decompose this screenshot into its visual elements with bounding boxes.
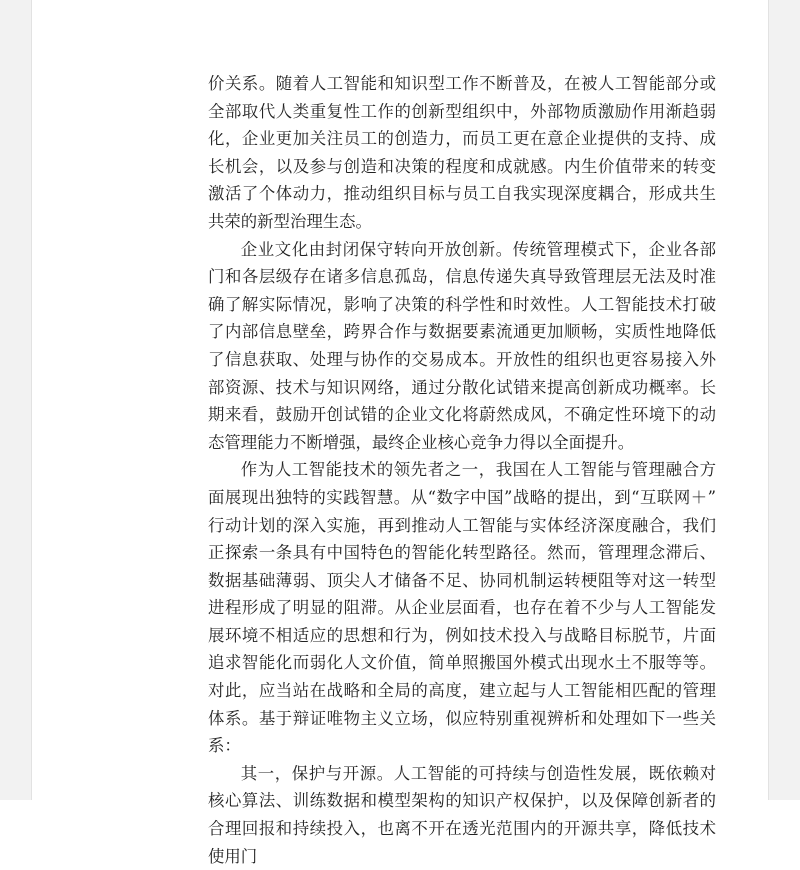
document-page: [31, 0, 769, 866]
body-text: [208, 70, 716, 870]
paragraph-china-practice: 作为人工智能技术的领先者之一，我国在人工智能与管理融合方面展现出独特的实践智慧。从“数字中国”战略的提出，到“互联网＋”行动计划的深入实施，再到推动人工智能与实体经济深度融合，我们正探索一条具有中国特色的智能化转型路径。然而，管理理念滞后、数据基础薄弱、顶尖人才储备不足、协同机制运转梗阻等对这一转型进程形成了明显的阻滞。从企业层面看，也存在着不少与人工智能发展环境不相适应的思想和行为，例如技术投入与战略目标脱节，片面追求智能化而弱化人文价值，简单照搬国外模式出现水土不服等等。对此，应当站在战略和全局的高度，建立起与人工智能相匹配的管理体系。基于辩证唯物主义立场，似应特别重视辨析和处理如下一些关系：: [208, 460, 716, 756]
paragraph-protection-open-source: 其一，保护与开源。人工智能的可持续与创造性发展，既依赖对核心算法、训练数据和模型架构的知识产权保护，以及保障创新者的合理回报和持续投入，也离不开在透光范围内的开源共享，降低技术使用门: [208, 763, 716, 866]
paragraph-corporate-culture: 企业文化由封闭保守转向开放创新。传统管理模式下，企业各部门和各层级存在诸多信息孤岛，信息传递失真导致管理层无法及时准确了解实际情况，影响了决策的科学性和时效性。人工智能技术打破了内部信息壁垒，跨界合作与数据要素流通更加顺畅，实质性地降低了信息获取、处理与协作的交易成本。开放性的组织也更容易接入外部资源、技术与知识网络，通过分散化试错来提高创新成功概率。长期来看，鼓励开创试错的企业文化将蔚然成风，不确定性环境下的动态管理能力不断增强，最终企业核心竞争力得以全面提升。: [208, 239, 716, 452]
paragraph-continuation: 价关系。随着人工智能和知识型工作不断普及，在被人工智能部分或全部取代人类重复性工作的创新型组织中，外部物质激励作用渐趋弱化，企业更加关注员工的创造力，而员工更在意企业提供的支持、成长机会，以及参与创造和决策的程度和成就感。内生价值带来的转变激活了个体动力，推动组织目标与员工自我实现深度耦合，形成共生共荣的新型治理生态。: [208, 74, 716, 231]
